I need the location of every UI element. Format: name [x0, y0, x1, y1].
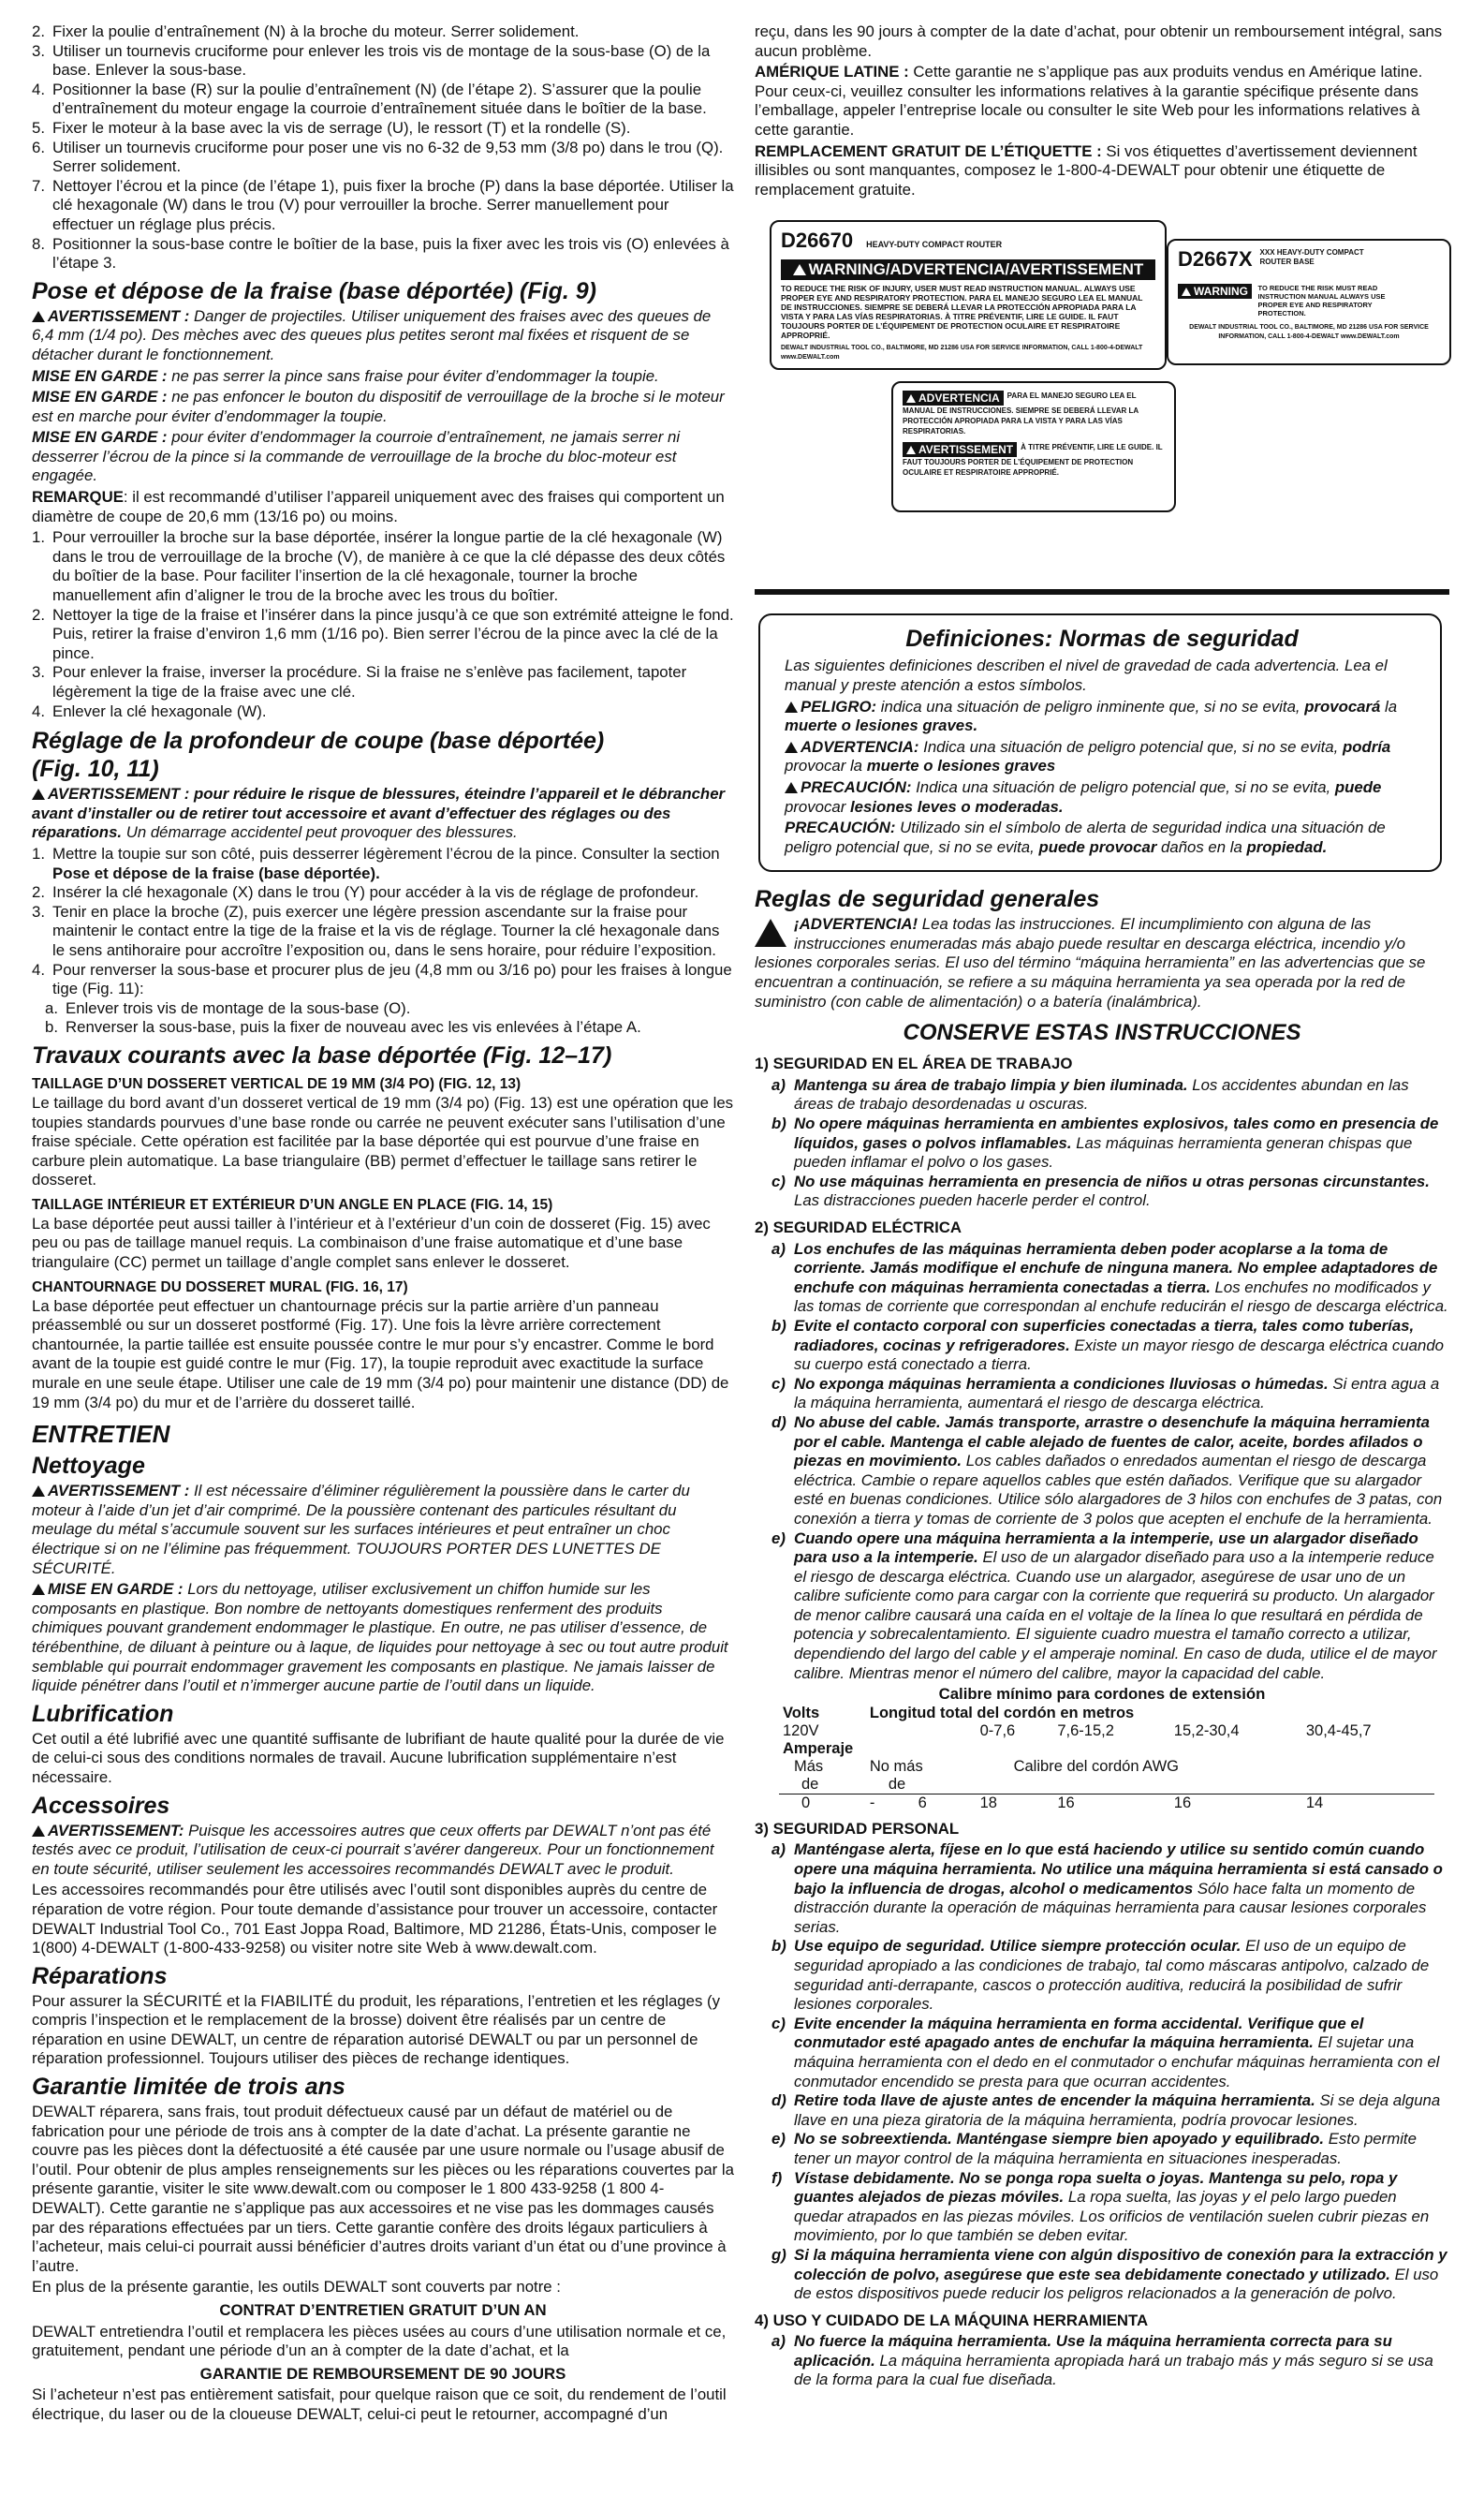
section-title-pose: Pose et dépose de la fraise (base déportée) (Fig. 9) [32, 277, 596, 304]
list-item: 8. Positionner la sous-base contre le boîtier de la base, puis la fixer avec les trois vis (O) enlevées à l’étape 3. [32, 234, 729, 273]
table-cell: 16 [1057, 1794, 1075, 1811]
list-item: b) Use equipo de seguridad. Utilice siempre protección ocular. El uso de un equipo de seguridad apropiado a las condiciones de trabajo, tal como máscaras antipolvo, calzado de seguridad anti-derrapante, cascos o protección auditiva, reducirá la posibilidad de sufrir lesiones corporales. [771, 1937, 1430, 2014]
remplacement-etiquette: REMPLACEMENT GRATUIT DE L’ÉTIQUETTE : Si vos étiquettes d’avertissement deviennent illisibles ou sont manquantes, composez le 1-800-4-DEWALT pour obtenir une étiquette de remplacement gratuite. [755, 141, 1418, 199]
list-item: f) Vístase debidamente. No se ponga ropa suelta o joyas. Mantenga su pelo, ropa y guantes alejados de piezas móviles. La ropa suelta, las joyas y el pelo largo pueden quedar atrapados en las piezas móviles. Los orificios de ventilación suelen cubrir piezas en movimiento, por lo que también se deben evitar. [771, 2168, 1430, 2245]
table-cell: 16 [1173, 1794, 1192, 1811]
list-item: 2. Fixer la poulie d’entraînement (N) à la broche du moteur. Serrer solidement. [32, 22, 580, 40]
left-column [32, 22, 734, 2427]
table-cell: 7,6-15,2 [1057, 1721, 1114, 1739]
paragraph: reçu, dans les 90 jours à compter de la date d’achat, pour obtenir un remboursement intégral, sans aucun problème. [755, 22, 1443, 60]
section-4-heading: 4) USO Y CUIDADO DE LA MÁQUINA HERRAMIENTA [755, 2311, 1149, 2329]
table-cell: 120V [783, 1721, 819, 1739]
def-precaucion-2: PRECAUCIÓN: Utilizado sin el símbolo de alerta de seguridad indica una situación de peligro potencial que, si no se evita, puede provocar daños en la propiedad. [785, 819, 1386, 856]
label-d26670: D26670 HEAVY-DUTY COMPACT ROUTER WARNING/ADVERTENCIA/AVERTISSEMENT TO REDUCE THE RISK OF INJURY, USER MUST READ INSTRUCTION MANUAL. ALWAYS USE PROPER EYE AND RESPIRATORY PROTECTION. PARA EL MANEJO SEGURO LEA EL MANUAL DE INSTRUCCIONES. SIEMPRE SE DEBERÁ LLEVAR LA PROTECCIÓN APROPIADA PARA LA VISTA Y PARA LAS VÍAS RESPIRATORIAS. À TITRE PRÉVENTIF, LIRE LE GUIDE. IL FAUT TOUJOURS PORTER DE L’ÉQUIPEMENT DE PROTECTION OCULAIRE ET RESPIRATOIRE APPROPRIÉ. DEWALT INDUSTRIAL TOOL CO., BALTIMORE, MD 21286 USA FOR SERVICE INFORMATION, CALL 1-800-4-DEWALT www.DEWALT.com [770, 220, 1167, 370]
list-item: 7. Nettoyer l’écrou et la pince (de l’étape 1), puis fixer la broche (P) dans la base déportée. Utiliser la clé hexagonale (W) dans le trou (V) pour verrouiller la broche. Serrer manuellement pour effectuer un réglage plus précis. [32, 176, 734, 233]
def-precaucion: PRECAUCIÓN: Indica una situación de peligro potencial que, si no se evita, puede provocar lesiones leves o moderadas. [785, 777, 1382, 816]
list-item: a) No fuerce la máquina herramienta. Use la máquina herramienta correcta para su aplicación. La máquina herramienta apropiada hará un trabajo más y más seguro si se usa de la forma para la cual fue diseñada. [771, 2332, 1433, 2389]
warning-triangle-icon [785, 742, 798, 753]
list-item: a) Mantenga su área de trabajo limpia y bien iluminada. Los accidentes abundan en las áreas de trabajo desordenadas u oscuras. [771, 1075, 1409, 1114]
list-item: 3. Tenir en place la broche (Z), puis exercer une légère pression ascendante sur la fraise pour maintenir le contact entre la tige de la fraise et la vis de réglage. Tourner la clé hexagonale dans le sens antihoraire pour accroître l’exposition ou, dans le sens horaire, pour réduire l’exposition. [32, 902, 720, 959]
right-column [755, 22, 1449, 2392]
list-item: 2. Nettoyer la tige de la fraise et l’insérer dans la pince jusqu’à ce que son extrémité atteigne le fond. Puis, retirer la fraise d’environ 1,6 mm (1/16 po). Bien serrer l’écrou de la pince avec la clé de la pince. [32, 605, 734, 662]
paragraph: Si l’acheteur n’est pas entièrement satisfait, pour quelque raison que ce soit, du rendement de l’outil électrique, du laser ou de la cloueuse DEWALT, celui-ci peut le retourner, accompagné d’un [32, 2385, 727, 2423]
section-title-nettoyage: Nettoyage [32, 1453, 145, 1480]
section-title-reglage: Réglage de la profondeur de coupe (base déportée) (Fig. 10, 11) [32, 728, 605, 783]
list-item: a) Los enchufes de las máquinas herramienta deben poder acoplarse a la toma de corriente. Jamás modifique el enchufe de ninguna manera. No emplee adaptadores de enchufe con máquinas herramienta conectadas a tierra. Los enchufes no modificados y las tomas de corriente que correspondan al enchufe reducirán el riesgo de descarga eléctrica. [771, 1239, 1448, 1316]
paragraph: En plus de la présente garantie, les outils DEWALT sont couverts par notre : [32, 2278, 561, 2297]
list-item: 3. Pour enlever la fraise, inverser la procédure. Si la fraise ne s’enlève pas facilement, tapoter légèrement la tige de la fraise avec une clé. [32, 663, 687, 701]
label-d2667x: D2667X XXX HEAVY-DUTY COMPACT ROUTER BASE WARNING TO REDUCE THE RISK MUST READ INSTRUCTION MANUAL ALWAYS USE PROPER EYE AND RESPIRATORY PROTECTION. DEWALT INDUSTRIAL TOOL CO., BALTIMORE, MD 21286 USA FOR SERVICE INFORMATION, CALL 1-800-4-DEWALT www.DEWALT.com [1167, 239, 1451, 365]
table-cell: Más [794, 1757, 824, 1775]
paragraph: Pour assurer la SÉCURITÉ et la FIABILITÉ du produit, les réparations, l’entretien et les réglages (y compris l’inspection et le remplacement de la brosse) doivent être réalisés par un centre de réparation en usine DEWALT, un centre de réparation autorisé DEWALT ou par un personnel de réparation professionnel. Toujours utiliser des pièces de rechange identiques. [32, 1991, 720, 2068]
table-cell: Amperaje [783, 1739, 854, 1757]
list-item: 2. Insérer la clé hexagonale (X) dans le trou (Y) pour accéder à la vis de réglage de profondeur. [32, 883, 699, 902]
sub-list [32, 999, 734, 1038]
amerique-latine: AMÉRIQUE LATINE : Cette garantie ne s’applique pas aux produits vendus en Amérique latine. Pour ceux-ci, veuillez consulter les informations relatives à la garantie spécifique présente dans l’emballage, appeler l’entreprise locale ou consulter le site Web pour les informations relatives à cette garantie. [755, 63, 1423, 139]
section-2-list [755, 1240, 1449, 1684]
warning-triangle-icon [32, 1825, 45, 1837]
def-peligro: PELIGRO: indica una situación de peligro inminente que, si no se evita, provocará la muerte o lesiones graves. [785, 697, 1398, 735]
caution-2: MISE EN GARDE : ne pas enfoncer le bouton du dispositif de verrouillage de la broche si le moteur est en marche pour éviter d’endommager la toupie. [32, 388, 725, 425]
subhead-garantie-90: GARANTIE DE REMBOURSEMENT DE 90 JOURS [199, 2364, 566, 2383]
section-title-accessoires: Accessoires [32, 1792, 170, 1819]
section-title-reparations: Réparations [32, 1962, 168, 1989]
caution-3: MISE EN GARDE : pour éviter d’endommager la courroie d’entraînement, ne jamais serrer ni desserrer l’écrou de la pince si la commande de verrouillage de la broche du bloc-moteur est engagée. [32, 428, 681, 485]
list-item: c) Evite encender la máquina herramienta en forma accidental. Verifique que el conmutador esté apagado antes de enchufar la máquina herramienta. El sujetar una máquina herramienta con el dedo en el conmutador o enchufar máquinas herramienta con el conmutador encendido se presta para que ocurran accidentes. [771, 2014, 1440, 2090]
note-remarque: REMARQUE: il est recommandé d’utiliser l’appareil uniquement avec des fraises qui comportent un diamètre de coupe de 20,6 mm (13/16 po) ou moins. [32, 488, 725, 525]
list-item: a) Manténgase alerta, fíjese en lo que está haciendo y utilice su sentido común cuando opere una máquina herramienta. No utilice una máquina herramienta si está cansado o bajo la influencia de drogas, alcohol o medicamentos Sólo hace falta un momento de distracción durante la operación de máquinas herramienta para causar lesiones corporales serias. [771, 1840, 1443, 1936]
table-cell: 15,2-30,4 [1173, 1721, 1240, 1739]
section-title-reglas: Reglas de seguridad generales [755, 886, 1100, 913]
caution-1: MISE EN GARDE : ne pas serrer la pince sans fraise pour éviter d’endommager la toupie. [32, 366, 659, 385]
section-title-travaux: Travaux courants avec la base déportée (Fig. 12–17) [32, 1041, 612, 1069]
table-cell: Calibre del cordón AWG [1013, 1757, 1179, 1775]
paragraph: La base déportée peut aussi tailler à l’intérieur et à l’extérieur d’un coin de dosseret (Fig. 15) avec peu ou pas de taillage manuel requis. La combinaison d’une fraise automatique et d’une base triangulaire (CC) permet un taillage d’angle complet sans enlever le dosseret. [32, 1214, 711, 1272]
warning-triangle-icon [785, 782, 798, 793]
advertencia-tag: ADVERTENCIA [903, 391, 1004, 406]
warning-triangle-icon [32, 789, 45, 800]
section-4-list [755, 2332, 1449, 2390]
warning-triangle-icon [1182, 288, 1191, 296]
subhead-taillage-angle: TAILLAGE INTÉRIEUR ET EXTÉRIEUR D’UN ANGLE EN PLACE (FIG. 14, 15) [32, 1196, 553, 1213]
accessoires-warning: AVERTISSEMENT: Puisque les accessoires autres que ceux offerts par DEWALT n’ont pas été testés avec ce produit, l’utilisation de ceux-ci pourrait s’avérer dangereux. Pour un fonctionnement en toute sécurité, utiliser seulement les accessoires recommandés DEWALT avec le produit. [32, 1821, 714, 1878]
table-cell: Longitud total del cordón en metros [869, 1704, 1135, 1721]
warning-triangle-icon [906, 394, 916, 403]
table-cell: de [801, 1775, 819, 1793]
subhead-taillage-dosseret: TAILLAGE D’UN DOSSERET VERTICAL DE 19 MM (3/4 PO) (FIG. 12, 13) [32, 1075, 522, 1092]
section-2-heading: 2) SEGURIDAD ELÉCTRICA [755, 1218, 962, 1236]
def-advertencia: ADVERTENCIA: Indica una situación de peligro potencial que, si no se evita, podría provocar la muerte o lesiones graves [785, 737, 1391, 775]
section-3-heading: 3) SEGURIDAD PERSONAL [755, 1819, 960, 1838]
list-item: e) Cuando opere una máquina herramienta a la intemperie, use un alargador diseñado para uso a la intemperie. El uso de un alargador diseñado para uso a la intemperie reduce el riesgo de descarga eléctrica. Cuando use un alargador, asegúrese de usar uno de un calibre suficiente como para cargar con la corriente que requerirá su producto. Un alargador de menor calibre causará una caída en el voltaje de la línea lo que resultará en pérdida de potencia y sobrecalentamiento. El siguiente cuadro muestra el tamaño correcto a utilizar, dependiendo del largo del cable y el amperaje nominal. En caso de duda, utilice el de mayor calibre. Mientras menor el número del calibre, mayor la capacidad del cable. [771, 1529, 1437, 1682]
avertissement-tag: AVERTISSEMENT [903, 442, 1017, 457]
nettoyage-warning: AVERTISSEMENT : Il est nécessaire d’éliminer régulièrement la poussière dans le carter du moteur à l’aide d’un jet d’air comprimé. De la poussière contenant des particules résultant du meulage du métal s’accumule souvent sur les surfaces intérieures et peut entraîner un choc électrique si on ne l’élimine pas fréquemment. TOUJOURS PORTER DES LUNETTES DE SÉCURITÉ. [32, 1482, 690, 1577]
table-title: Calibre mínimo para cordones de extensión [938, 1685, 1266, 1704]
warning-banner: WARNING/ADVERTENCIA/AVERTISSEMENT [781, 259, 1155, 280]
list-item: 4. Enlever la clé hexagonale (W). [32, 702, 267, 720]
paragraph: Cet outil a été lubrifié avec une quantité suffisante de lubrifiant de haute qualité pour la durée de vie de celui-ci sous des conditions normales de travail. Aucune lubrification supplémentaire n’est nécessaire. [32, 1729, 725, 1786]
list-item: a. Enlever trois vis de montage de la sous-base (O). [45, 998, 411, 1017]
list-item: 4. Pour renverser la sous-base et procurer plus de jeu (4,8 mm ou 3/16 po) pour les fraises à longue tige (Fig. 11): a. Enlever trois vis de montage de la sous-base (O). b. Renverser la sous-base, puis la fixer de nouveau avec les vis enlevées à l’étape A. [32, 961, 734, 1038]
paragraph: DEWALT réparera, sans frais, tout produit défectueux causé par un défaut de matériel ou de fabrication pour une période de trois ans à compter de la date d’achat. La présente garantie ne couvre pas les pièces dont la défectuosité a été causée par une usure normale ou l’usage abusif de l’outil. Pour obtenir de plus amples renseignements sur les pièces ou les réparations couvertes par la présente garantie, visiter le site www.dewalt.com ou composer le 1 800 433-9258 (1 800 4-DEWALT). Cette garantie ne s’applique pas aux accessoires et ne vise pas les dommages causés par des réparations effectuées par un tiers. Cette garantie confère des droits légaux particuliers à l’acheteur, mais celui-ci pourrait aussi bénéficier d’autres droits variant d’un état ou d’une province à l’autre. [32, 2103, 734, 2275]
paragraph: Le taillage du bord avant d’un dosseret vertical de 19 mm (3/4 po) (Fig. 13) est une opération que les toupies standards pourvues d’une base ronde ou carrée ne peuvent exécuter sans l’utilisation d’une fraise spéciale. Cette opération est facilitée par la base déportée qui est pourvue d’une fraise en carbure plein automatique. La base triangulaire (BB) permet d’effectuer le taillage sans retirer le dosseret. [32, 1093, 734, 1189]
assembly-steps-list [32, 22, 734, 273]
list-item: g) Si la máquina herramienta viene con algún dispositivo de conexión para la extracción y colección de polvo, asegúrese que este sea debidamente conectado y utilizado. El uso de estos dispositivos puede reducir los peligros relacionados a la generación de polvo. [771, 2245, 1447, 2303]
table-cell: de [888, 1775, 906, 1793]
list-item: e) No se sobreextienda. Manténgase siempre bien apoyado y equilibrado. Esto permite tener un mayor control de la máquina herramienta en situaciones inesperadas. [771, 2130, 1417, 2167]
warning-triangle-icon [906, 446, 916, 454]
list-item: 3. Utiliser un tournevis cruciforme pour enlever les trois vis de montage de la sous-base (O) de la base. Enlever la sous-base. [32, 41, 711, 80]
list-item: 1. Mettre la toupie sur son côté, puis desserrer légèrement l’écrou de la pince. Consulter la section Pose et dépose de la fraise (base déportée). [32, 844, 720, 882]
warning-triangle-icon [32, 1485, 45, 1497]
table-cell: No más [869, 1757, 923, 1775]
paragraph: La base déportée peut effectuer un chantournage précis sur la partie arrière d’un panneau préassemblé ou sur un dosseret postformé (Fig. 17). Une fois la lèvre arrière correctement chantournée, la partie taillée est ensuite poussée contre le mur pour s’y encastrer. Comme le bord avant de la toupie est guidé contre le mur (Fig. 17), la toupie reproduit avec exactitude la surface murale en une seule étape. Utiliser une cale de 19 mm (3/4 po) pour maintenir une distance (DD) de 19 mm (3/4 po) du mur et de l’arrière du dosseret taillé. [32, 1296, 729, 1411]
nettoyage-caution: MISE EN GARDE : Lors du nettoyage, utiliser exclusivement un chiffon humide sur les composants en plastique. Bon nombre de nettoyants domestiques renferment des produits chimiques pouvant grandement endommager le plastique. En outre, ne pas utiliser d’essence, de térébenthine, de diluant à peinture ou à laque, de liquides pour nettoyage à sec ou tout autre produit semblable qui pourrait endommager gravement les composants en plastique. Ne jamais laisser de liquide pénétrer dans l’outil et n’immerger aucune partie de l’outil dans un liquide. [32, 1580, 728, 1695]
section-title-entretien: ENTRETIEN [32, 1420, 170, 1449]
paragraph: DEWALT entretiendra l’outil et remplacera les pièces usées au cours d’une utilisation normale et ce, gratuitement, pendant une période d’un an à compter de la date d’achat, et la [32, 2322, 727, 2360]
warning-triangle-icon [793, 264, 806, 275]
definitions-box [758, 613, 1442, 872]
list-item: c) No exponga máquinas herramienta a condiciones lluviosas o húmedas. Si entra agua a la máquina herramienta, aumentará el riesgo de descarga eléctrica. [771, 1374, 1440, 1412]
pose-steps-list [32, 528, 734, 721]
subhead-contrat: CONTRAT D’ENTRETIEN GRATUIT D’UN AN [219, 2301, 547, 2319]
reglas-warning: ¡ADVERTENCIA! Lea todas las instrucciones. El incumplimiento con alguna de las instrucciones enumeradas más abajo puede resultar en descarga eléctrica, incendio y/o lesiones corporales serias. El uso del término “máquina herramienta” en las advertencias que se encuentran a continuación, se refiere a su máquina herramienta ya sea operada por la red de suministro (con cable de alimentación) o a batería (inalámbrica). [755, 915, 1426, 1011]
list-item: b) No opere máquinas herramienta en ambientes explosivos, tales como en presencia de líquidos, gases o polvos inflamables. Las máquinas herramienta generan chispas que pueden inflamar el polvo o los gases. [771, 1115, 1439, 1172]
list-item: c) No use máquinas herramienta en presencia de niños u otras personas circunstantes. Las distracciones pueden hacerle perder el control. [771, 1172, 1430, 1210]
extension-cord-table [779, 1705, 1434, 1812]
section-title-garantie: Garantie limitée de trois ans [32, 2074, 345, 2101]
pose-warning: AVERTISSEMENT : Danger de projectiles. Utiliser uniquement des fraises avec des queues de 6,4 mm (1/4 po). Des mèches avec des queues plus petites seront mal fixées et risquent de se détacher durant le fonctionnement. [32, 306, 712, 363]
list-item: d) Retire toda llave de ajuste antes de encender la máquina herramienta. Si se deja alguna llave en una pieza giratoria de la máquina herramienta, podría provocar lesiones. [771, 2091, 1441, 2129]
table-cell: 0 [801, 1794, 811, 1811]
warning-triangle-icon [32, 311, 45, 322]
list-item: 5. Fixer le moteur à la base avec la vis de serrage (U), le ressort (T) et la rondelle (S). [32, 118, 631, 137]
label-spanish-french: ADVERTENCIA PARA EL MANEJO SEGURO LEA EL MANUAL DE INSTRUCCIONES. SIEMPRE SE DEBERÁ LLEVAR LA PROTECCIÓN APROPIADA PARA LA VISTA Y PARA LAS VÍAS RESPIRATORIAS. AVERTISSEMENT À TITRE PRÉVENTIF, LIRE LE GUIDE. IL FAUT TOUJOURS PORTER DE L’ÉQUIPEMENT DE PROTECTION OCULAIRE ET RESPIRATOIRE APPROPRIÉ. [891, 381, 1176, 512]
warning-tag: WARNING [1178, 284, 1252, 299]
section-3-list [755, 1840, 1449, 2303]
paragraph: Las siguientes definiciones describen el nivel de gravedad de cada advertencia. Lea el manual y preste atención a estos símbolos. [785, 657, 1388, 694]
warning-triangle-icon [785, 702, 798, 713]
table-cell: Volts [783, 1704, 820, 1721]
list-item: 1. Pour verrouiller la broche sur la base déportée, insérer la longue partie de la clé hexagonale (W) dans le trou de verrouillage de la broche (V), de manière à ce que la clé dépasse des deux côtés du boîtier de la base. Pour faciliter l’insertion de la clé hexagonale, tourner la broche manuellement afin d’aligner le trou de la broche avec les trous du boîtier. [32, 528, 726, 605]
table-cell: 6 [918, 1794, 927, 1811]
list-item: d) No abuse del cable. Jamás transporte, arrastre o desenchufe la máquina herramienta por el cable. Mantenga el cable alejado de fuentes de calor, aceite, bordes afilados o piezas en movimiento. Los cables dañados o enredados aumentan el riesgo de descarga eléctrica. Cambie o repare aquellos cables que estén dañados. Verifique que su alargador esté en buenas condiciones. Utilice sólo alargadores de 3 hilos con enchufes de 3 patas, con conexión a tierra y tomas de corriente de 3 polos que acepten el enchufe de la herramienta. [771, 1412, 1443, 1528]
reglage-warning: AVERTISSEMENT : pour réduire le risque de blessures, éteindre l’appareil et le débrancher avant d’installer ou de retirer tout accessoire et avant d’effectuer des réglages ou des réparations. Un démarrage accidentel peut provoquer des blessures. [32, 785, 726, 842]
warning-labels-area [755, 211, 1449, 613]
list-item: 6. Utiliser un tournevis cruciforme pour poser une vis no 6-32 de 9,53 mm (3/8 po) dans le trou (Q). Serrer solidement. [32, 138, 724, 176]
paragraph: Les accessoires recommandés pour être utilisés avec l’outil sont disponibles auprès du centre de réparation de votre région. Pour toute demande d’assistance pour trouver un accessoire, contacter DEWALT Industrial Tool Co., 701 East Joppa Road, Baltimore, MD 21286, États-Unis, composer le 1(800) 4-DEWALT (1-800-433-9258) ou visiter notre site Web à www.dewalt.com. [32, 1881, 718, 1957]
warning-triangle-icon [755, 919, 786, 947]
table-cell: 0-7,6 [979, 1721, 1016, 1739]
reglage-steps-list [32, 845, 734, 1038]
conserve-heading: CONSERVE ESTAS INSTRUCCIONES [903, 1020, 1301, 1046]
list-item: b. Renverser la sous-base, puis la fixer de nouveau avec les vis enlevées à l’étape A. [45, 1018, 641, 1037]
table-cell: - [869, 1794, 875, 1811]
table-cell: 30,4-45,7 [1305, 1721, 1372, 1739]
list-item: b) Evite el contacto corporal con superficies conectadas a tierra, tales como tuberías, radiadores, cocinas y refrigeradores. Existe un mayor riesgo de descarga eléctrica cuando su cuerpo está conectado a tierra. [771, 1316, 1444, 1374]
subhead-chantournage: CHANTOURNAGE DU DOSSERET MURAL (FIG. 16, 17) [32, 1278, 408, 1295]
list-item: 4. Positionner la base (R) sur la poulie d’entraînement (N) (de l’étape 2). S’assurer que la poulie d’entraînement du moteur engage la courroie d’entraînement située dans le boîtier de la base. [32, 80, 707, 118]
table-cell: 14 [1305, 1794, 1324, 1811]
section-1-list [755, 1076, 1449, 1211]
warning-triangle-icon [32, 1584, 45, 1595]
table-cell: 18 [979, 1794, 997, 1811]
section-1-heading: 1) SEGURIDAD EN EL ÁREA DE TRABAJO [755, 1055, 1073, 1073]
section-title-lubrification: Lubrification [32, 1700, 174, 1727]
definitions-title: Definiciones: Normas de seguridad [905, 626, 1299, 653]
